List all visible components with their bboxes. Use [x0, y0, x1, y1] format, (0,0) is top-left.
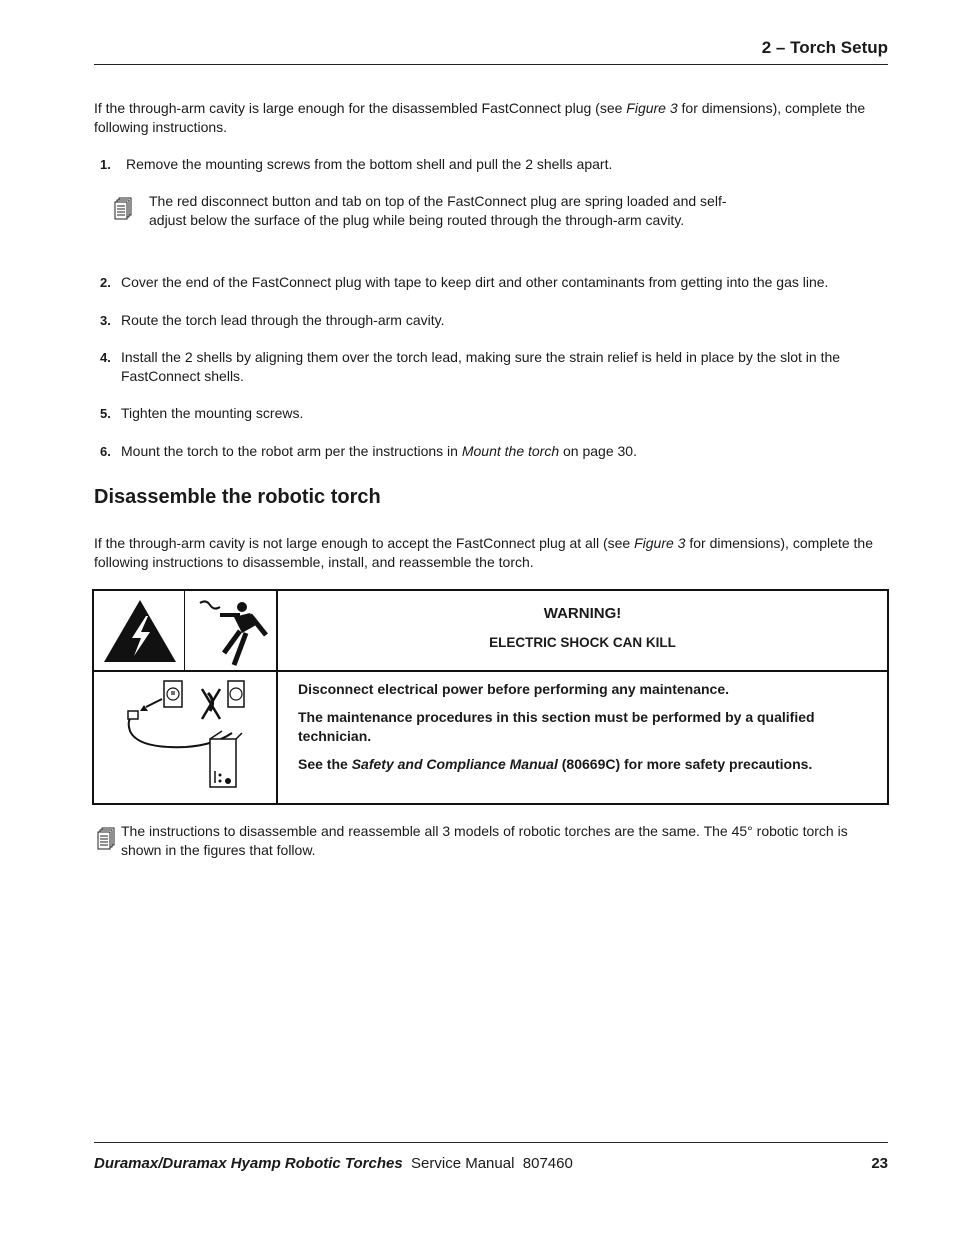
- shock-person-icon: [190, 595, 272, 667]
- figure-ref: Figure 3: [626, 100, 678, 116]
- page-ref: Mount the torch: [461, 443, 560, 459]
- warning-title: WARNING!: [543, 605, 622, 622]
- warning-subtitle: ELECTRIC SHOCK CAN KILL: [489, 635, 676, 650]
- page-header: [94, 38, 888, 65]
- note-icon: [97, 827, 115, 851]
- section-heading: Disassemble the robotic torch: [94, 486, 381, 508]
- manual-page: 2 – Torch Setup If the through-arm cavity is large enough for the disassembled FastConnect plug (see Figure 3 for dimensions), complete the following instructions. 1. Remove the mounting screws from the bottom shell and pull the 2 shells apart. The red disconnect button and tab on top of the FastConnect plug are spring loaded and self-adjust below the surface of the plug while being routed through the through-arm cavity. 2. Cover the end of the FastConnect plug with tape to keep dirt and other contaminants from getting into the gas line. 3. Route the torch lead through the through-arm cavity. 4. Install the 2 shells by aligning them over the torch lead, making sure the strain relief is held in place by the slot in the FastConnect shells. 5. Tighten the mounting screws. 6. Mount the torch to the robot arm per the instructions in Mount the torch on page 30. Disassemble the robotic torch If the through-arm cavity is not large enough to accept the FastConnect plug at all (see Figure 3 for dimensions), complete the following instructions to disassemble, install, and reassemble the torch. WARNING! ELECTRIC SHOCK CAN KILL Disconnect electrical power before performing any maintenance. The maintenance procedures in this section must be performed by a qualified technician. See the Safety and Compliance Manual (80669C) for more safety precautions. The instructions to disassemble and reassemble all 3 models of robotic torches are the same. The 45° robotic torch is shown in the figures that follow. Duramax/Duramax Hyamp Robotic Torches Service Manual 807460 23: [94, 38, 888, 1172]
- product-name: Duramax/Duramax Hyamp Robotic Torches: [94, 1155, 403, 1172]
- unplug-power-icon: [116, 679, 250, 791]
- intro-paragraph: If the through-arm cavity is large enough for the disassembled FastConnect plug (see Figure 3 for dimensions), complete the following instructions.: [94, 100, 866, 135]
- document-id: Service Manual 807460: [402, 1155, 573, 1172]
- electric-hazard-icon: [102, 598, 178, 664]
- manual-ref: Safety and Compliance Manual: [351, 756, 558, 772]
- warning-line-disconnect: Disconnect electrical power before performing any maintenance.: [298, 681, 730, 697]
- note-models-same: The instructions to disassemble and reassemble all 3 models of robotic torches are the same. The 45° robotic torch is shown in the figures that follow.: [121, 823, 848, 858]
- warning-line-qualified: The maintenance procedures in this section must be performed by a qualified technician.: [298, 709, 815, 744]
- note-icon: [114, 197, 132, 221]
- note-spring-loaded: The red disconnect button and tab on top of the FastConnect plug are spring loaded and self-adjust below the surface of the plug while being routed through the through-arm cavity.: [149, 193, 727, 228]
- page-number: 23: [871, 1155, 888, 1172]
- warning-line-manual: See the Safety and Compliance Manual (80669C) for more safety precautions.: [298, 756, 813, 772]
- warning-box: [92, 589, 889, 805]
- section-title: 2 – Torch Setup: [761, 38, 888, 57]
- figure-ref: Figure 3: [634, 535, 686, 551]
- page-footer: [94, 1142, 888, 1172]
- intro2-paragraph: If the through-arm cavity is not large enough to accept the FastConnect plug at all (see Figure 3 for dimensions), complete the following instructions to disassemble, install, and reassemble the torch.: [94, 535, 873, 570]
